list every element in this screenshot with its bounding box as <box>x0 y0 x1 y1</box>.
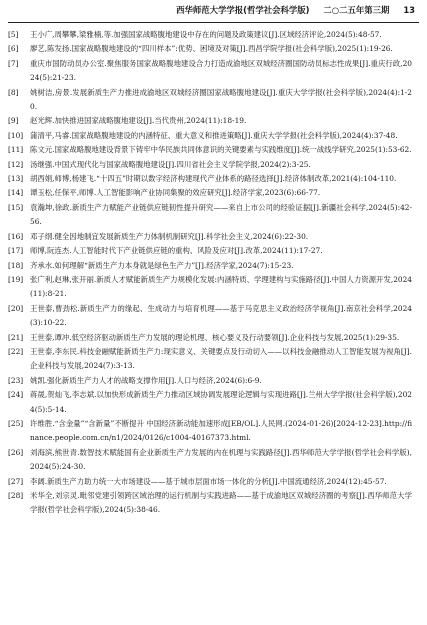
running-header <box>0 0 427 20</box>
reference-text: 陈文元.国家战略腹地建设背景下铸牢中华民族共同体意识的关键要素与实践维度[J].统一战线学研究,2025(1):53-62. <box>30 145 412 155</box>
reference-number: [7] <box>8 58 19 68</box>
reference-item <box>8 388 412 417</box>
reference-text: 王世泰,曹劲松.新质生产力的缘起、生成动力与培育机理——基于马克思主义政治经济学视角[J].南京社会科学,2024(3):10-22. <box>30 303 412 328</box>
reference-number: [24] <box>8 390 24 400</box>
reference-text: 邓子纲.健全因地制宜发展新质生产力体制机制研究[J].科学社会主义,2024(6):22-30. <box>30 231 309 241</box>
reference-item <box>8 42 412 56</box>
reference-text: 李阔.新质生产力助力统一大市场建设——基于城市层面市场一体化的分析[J].中国流通经济,2024(12):45-57. <box>30 476 387 486</box>
reference-text: 汤继强.中国式现代化与国家战略腹地建设[J].四川省社会主义学院学报,2024(2):3-25. <box>30 159 311 169</box>
reference-text: 张广利,赵琳,张开丽.新质人才赋能新质生产力规模化发展:内涵特质、学理建构与实施路径[J].中国人力资源开发,2024(11):8-21. <box>30 274 412 299</box>
reference-number: [5] <box>8 30 19 39</box>
reference-number: [12] <box>8 159 24 169</box>
reference-list <box>8 28 412 518</box>
reference-text: 胡西娟,师博,杨建飞.“十四五”时期以数字经济构建现代产业体系的路径选择[J].经济体制改革,2021(4):104-110. <box>30 174 397 184</box>
reference-number: [14] <box>8 188 24 198</box>
reference-item <box>8 259 412 273</box>
reference-number: [9] <box>8 116 19 126</box>
page-number: 13 <box>403 5 415 15</box>
reference-item <box>8 446 412 475</box>
reference-item <box>8 331 412 345</box>
reference-text: 蒲清平,马睿.国家战略腹地建设的内涵特征、重大意义和推进策略[J].重庆大学学报(社会科学版),2024(4):37-48. <box>30 130 398 140</box>
reference-item <box>8 489 412 518</box>
reference-text: 谭玉松,任保平,师博.人工智能影响产业协同集聚的效应研究[J].经济学家,2023(6):66-77. <box>30 188 321 198</box>
reference-text: 袁瀚坤,徐政.新质生产力赋能产业链供应链韧性提升研究——来自上市公司的经验证据[J].新疆社会科学,2024(5):42-56. <box>30 202 412 227</box>
reference-text: 王世泰,李东民.科技金融赋能新质生产力:现实意义、关键要点及行动切入——以科技金融推动人工智能发展为视角[J].企业科技与发展,2024(7):3-13. <box>30 346 412 371</box>
reference-number: [28] <box>8 491 24 500</box>
reference-text: 重庆市国防动员办公室.聚焦服务国家战略腹地建设合力打造成渝地区双城经济圈国防动员标志性成果[J].重庆行政,2024(5):21-23. <box>30 58 412 83</box>
journal-name: 西华师范大学学报(哲学社会科学版) <box>176 5 310 15</box>
reference-number: [27] <box>8 476 24 486</box>
reference-text: 王小广,周攀攀,梁雅楠,等.加强国家战略腹地建设中存在的问题及政策建议[J].区域经济评论,2024(5):48-57. <box>30 30 382 39</box>
reference-item <box>8 273 412 302</box>
reference-text: 齐承水.如何理解“新质生产力本身就是绿色生产力”[J].经济学家,2024(7):15-23. <box>30 260 294 270</box>
issue-label: 二○二五年第三期 <box>323 5 390 15</box>
reference-text: 刘海滨,熊世青.数智技术赋能国有企业新质生产力发展的内在机理与实践路径[J].西华师范大学学报(哲学社会科学版),2024(5):24-30. <box>30 447 412 472</box>
reference-text: 姚树洁,房景.发展新质生产力推进成渝地区双城经济圈国家战略腹地建设[J].重庆大学学报(社会科学版),2024(4):1-20. <box>30 87 412 112</box>
reference-text: 米华全,刘宗灵.毗邻党建引领跨区域治理的运行机制与实践进路——基于成渝地区双城经济圈的考察[J].西华师范大学学报(哲学社会科学版),2024(5):38-46. <box>30 491 412 515</box>
reference-item <box>8 302 412 331</box>
reference-number: [17] <box>8 246 24 256</box>
reference-number: [26] <box>8 447 24 457</box>
reference-number: [8] <box>8 87 19 97</box>
reference-item <box>8 143 412 157</box>
reference-item <box>8 345 412 374</box>
reference-item <box>8 230 412 244</box>
reference-number: [18] <box>8 260 24 270</box>
reference-text: 廖艺,陈发扬.国家战略腹地建设的“四川样本”:优势、困境及对策[J].西昌学院学报(社会科学版),2025(1):19-26. <box>30 44 393 54</box>
header-rule <box>8 22 419 23</box>
reference-item <box>8 86 412 115</box>
reference-text: 蒋晟,贺灿飞,李志斌.以加快形成新质生产力推动区域协调发展理论逻辑与实现进路[J].兰州大学学报(社会科学版),2024(5):5-14. <box>30 390 412 414</box>
reference-number: [22] <box>8 346 24 356</box>
reference-item <box>8 475 412 489</box>
reference-item <box>8 244 412 258</box>
reference-text: 赵光辉.加快推进国家战略腹地建设[J].当代贵州,2024(11):18-19. <box>30 116 247 126</box>
reference-number: [15] <box>8 202 24 212</box>
reference-item <box>8 201 412 230</box>
reference-item <box>8 28 412 42</box>
reference-text: 姚凯.强化新质生产力人才的战略支撑作用[J].人口与经济,2024(6):6-9. <box>30 375 262 385</box>
reference-item <box>8 417 412 446</box>
reference-number: [20] <box>8 303 24 313</box>
reference-text: 王世泰,谭冲.低空经济驱动新质生产力发展的理论机理、核心要义及行动要领[J].企业科技与发展,2025(1):29-35. <box>30 332 400 342</box>
reference-number: [16] <box>8 231 24 241</box>
reference-text: 师博,阮连杰.人工智能时代下产业链供应链的重构、风险及应对[J].改革,2024(11):17-27. <box>30 246 323 256</box>
reference-number: [13] <box>8 174 24 184</box>
reference-item <box>8 172 412 186</box>
reference-number: [25] <box>8 418 24 428</box>
reference-number: [21] <box>8 332 24 342</box>
reference-item <box>8 57 412 86</box>
reference-item <box>8 186 412 200</box>
reference-number: [11] <box>8 145 24 155</box>
reference-number: [23] <box>8 375 24 385</box>
reference-item <box>8 129 412 143</box>
reference-item <box>8 114 412 128</box>
reference-item <box>8 374 412 388</box>
reference-number: [6] <box>8 44 19 54</box>
reference-text: 许维胜.“含金量”“含新量”不断提升 中国经济新动能加速形成[EB/OL].人民网.(2024-01-26)[2024-12-23].http://finance.people.com.cn/n1/2024/0126/c1004-40167373.html. <box>30 418 412 443</box>
reference-number: [19] <box>8 274 24 284</box>
reference-item <box>8 158 412 172</box>
reference-number: [10] <box>8 130 24 140</box>
